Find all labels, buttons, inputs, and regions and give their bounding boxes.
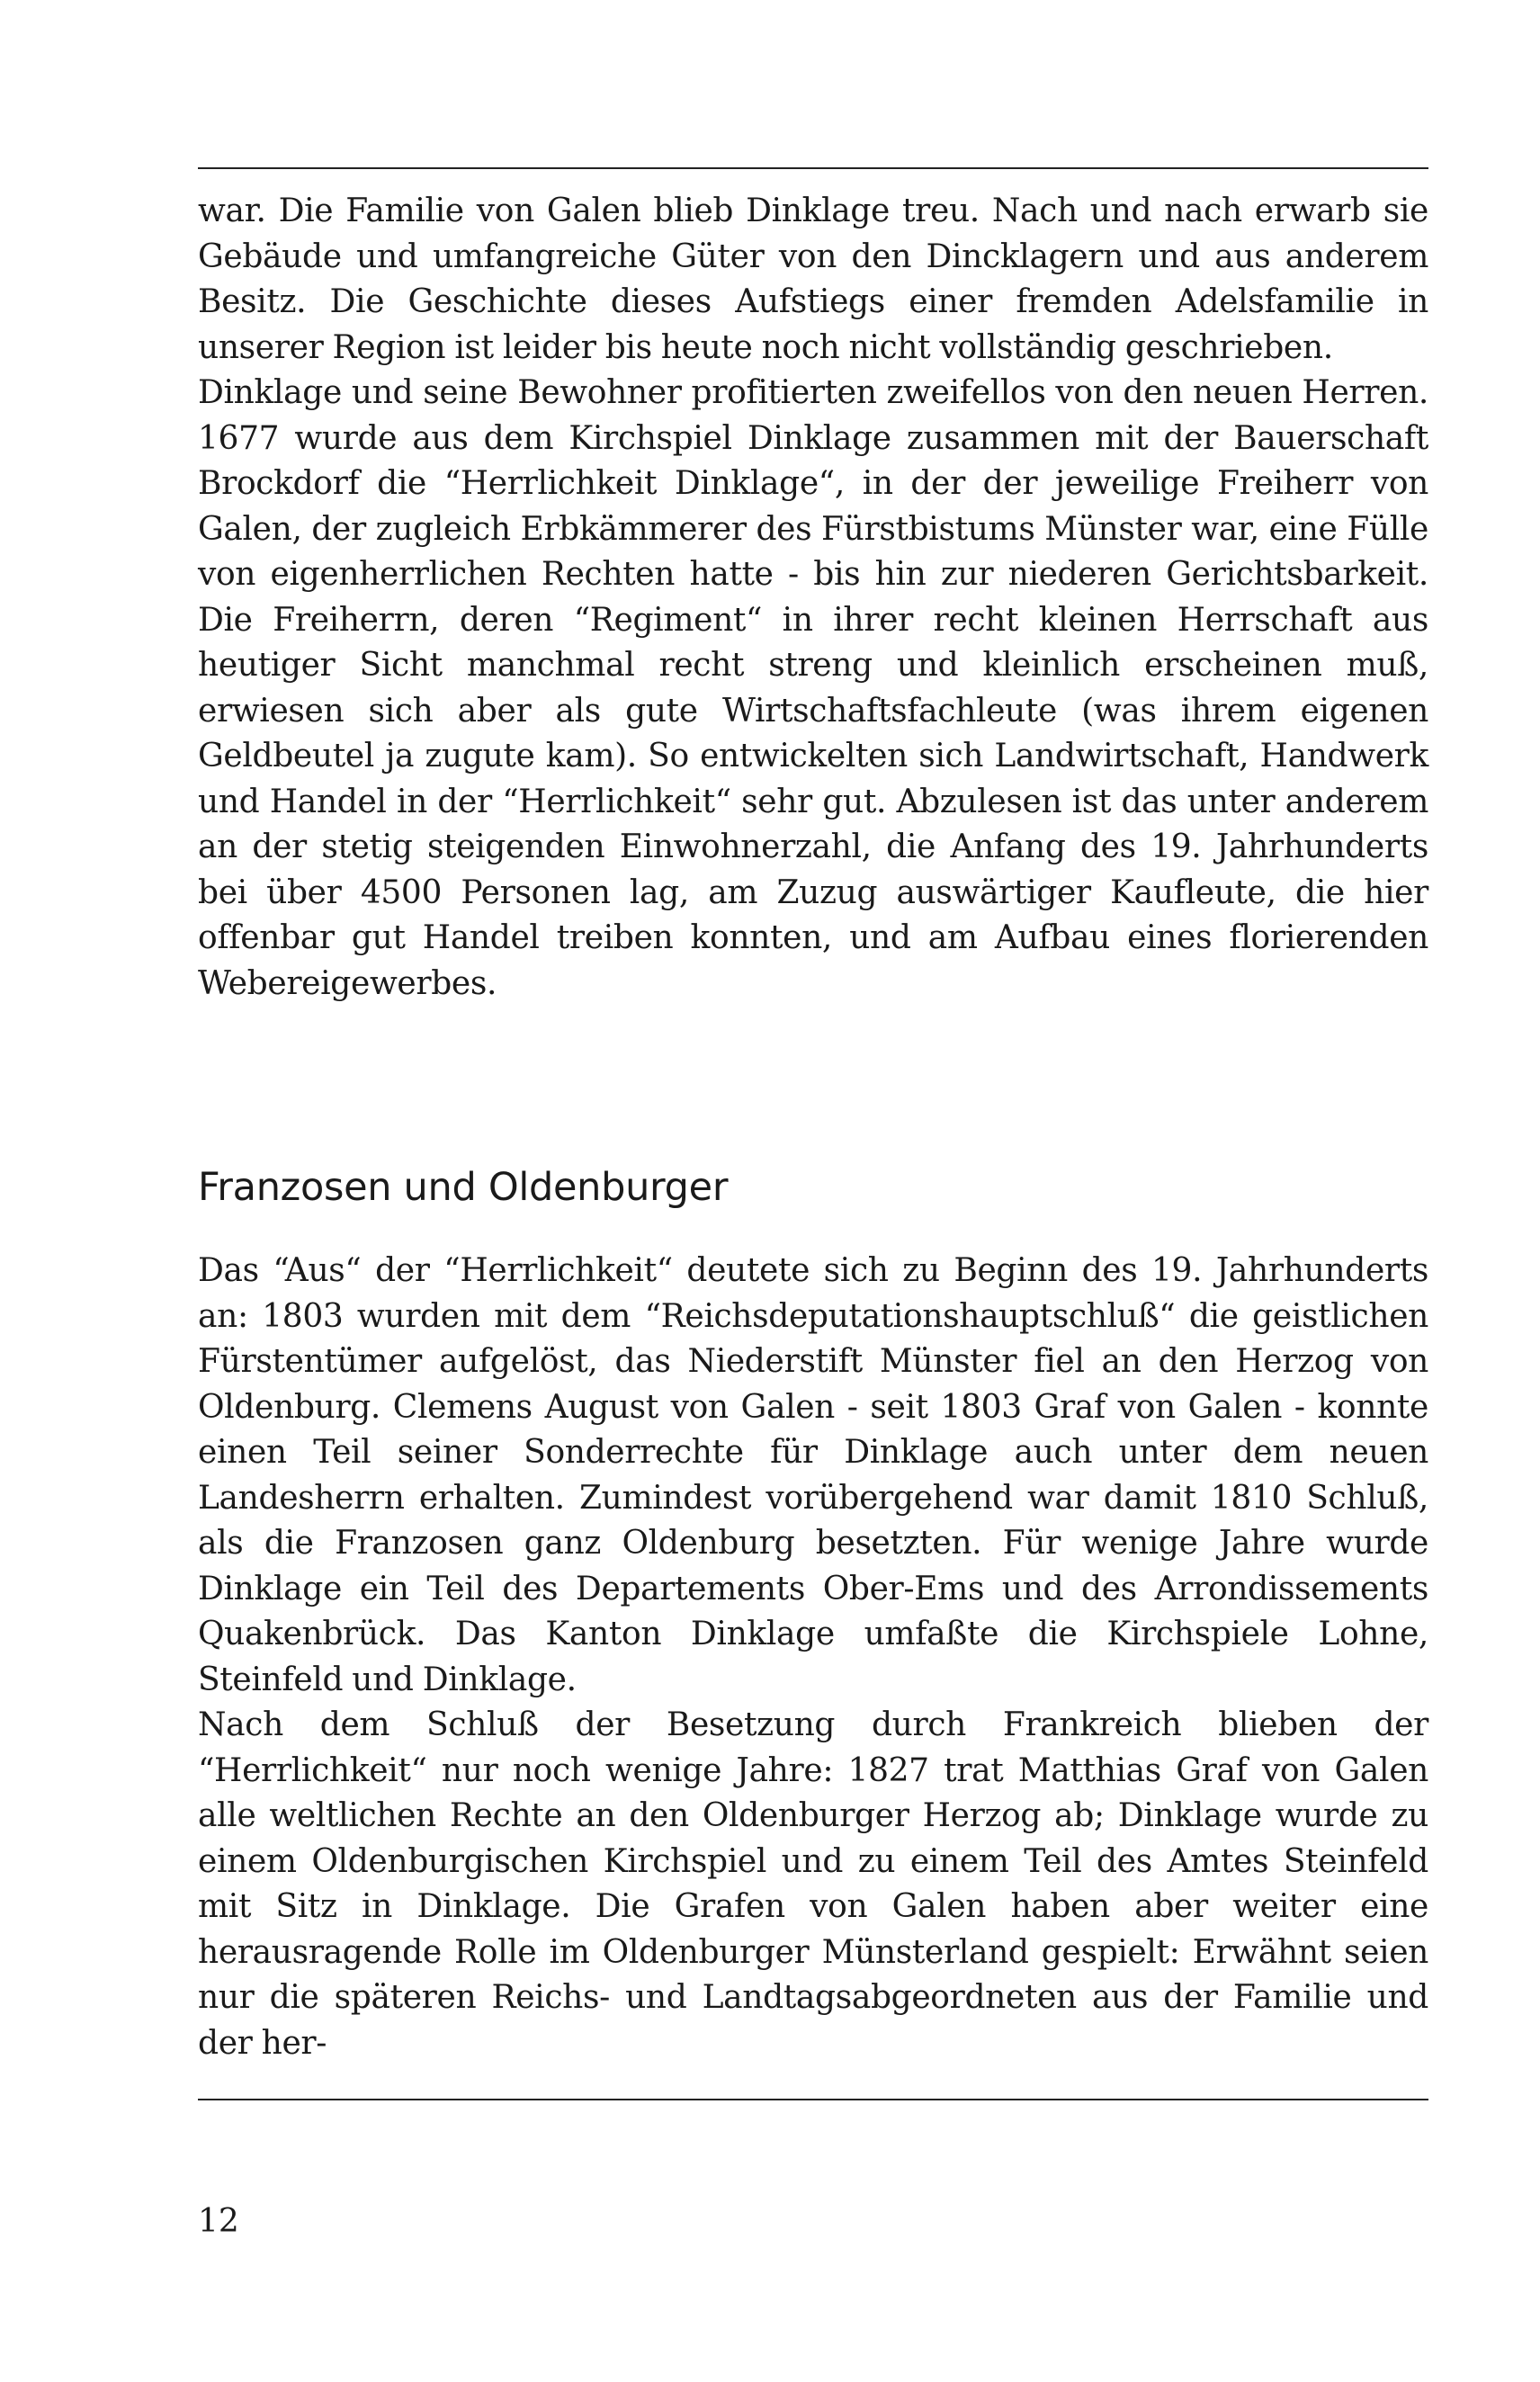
section-heading: Franzosen und Oldenburger — [198, 1165, 729, 1210]
paragraph-1: war. Die Familie von Galen blieb Dinklage treu. Nach und nach erwarb sie Gebäude und umfangreiche Güter von den Dincklagern und aus anderem Besitz. Die Geschichte dieses Aufstiegs einer fremden Adelsfamilie in unserer Region ist leider bis heute noch nicht vollständig geschrieben. — [198, 193, 1428, 366]
body-text-bottom — [198, 1249, 1428, 2066]
page-number: 12 — [198, 2203, 239, 2240]
paragraph-4: Nach dem Schluß der Besetzung durch Frankreich blieben der “Herrlichkeit“ nur noch wenige Jahre: 1827 trat Matthias Graf von Galen alle weltlichen Rechte an den Oldenburger Herzog ab; Dinklage wurde zu einem Oldenburgischen Kirchspiel und zu einem Teil des Amtes Steinfeld mit Sitz in Dinklage. Die Grafen von Galen haben aber weiter eine herausragende Rolle im Oldenburger Münsterland gespielt: Erwähnt seien nur die späteren Reichs- und Landtagsabgeordneten aus der Familie und der her- — [198, 1706, 1428, 2062]
body-text-top — [198, 189, 1428, 1007]
paragraph-3: Das “Aus“ der “Herrlichkeit“ deutete sich zu Beginn des 19. Jahrhunderts an: 1803 wurden mit dem “Reichsdeputationshauptschluß“ die geistlichen Fürstentümer aufgelöst, das Niederstift Münster fiel an den Herzog von Oldenburg. Clemens August von Galen - seit 1803 Graf von Galen - konnte einen Teil seiner Sonderrechte für Dinklage auch unter dem neuen Landesherrn erhalten. Zumindest vorübergehend war damit 1810 Schluß, als die Franzosen ganz Oldenburg besetzten. Für wenige Jahre wurde Dinklage ein Teil des Departements Ober-Ems und des Arrondissements Quakenbrück. Das Kanton Dinklage umfaßte die Kirchspiele Lohne, Steinfeld und Dinklage. — [198, 1252, 1428, 1698]
bottom-rule — [198, 2099, 1428, 2100]
paragraph-2: Dinklage und seine Bewohner profitierten zweifellos von den neuen Herren. 1677 wurde aus dem Kirchspiel Dinklage zusammen mit der Bauerschaft Brockdorf die “Herrlichkeit Dinklage“, in der der jeweilige Freiherr von Galen, der zugleich Erbkämmerer des Fürstbistums Münster war, eine Fülle von eigenherrlichen Rechten hatte - bis hin zur niederen Gerichtsbarkeit. Die Freiherrn, deren “Regiment“ in ihrer recht kleinen Herrschaft aus heutiger Sicht manchmal recht streng und kleinlich erscheinen muß, erwiesen sich aber als gute Wirtschaftsfachleute (was ihrem eigenen Geldbeutel ja zugute kam). So entwickelten sich Landwirtschaft, Handwerk und Handel in der “Herrlichkeit“ sehr gut. Abzulesen ist das unter anderem an der stetig steigenden Einwohnerzahl, die Anfang des 19. Jahrhunderts bei über 4500 Personen lag, am Zuzug auswärtiger Kaufleute, die hier offenbar gut Handel treiben konnten, und am Aufbau eines florierenden Webereigewerbes. — [198, 374, 1428, 1002]
top-rule — [198, 167, 1428, 169]
